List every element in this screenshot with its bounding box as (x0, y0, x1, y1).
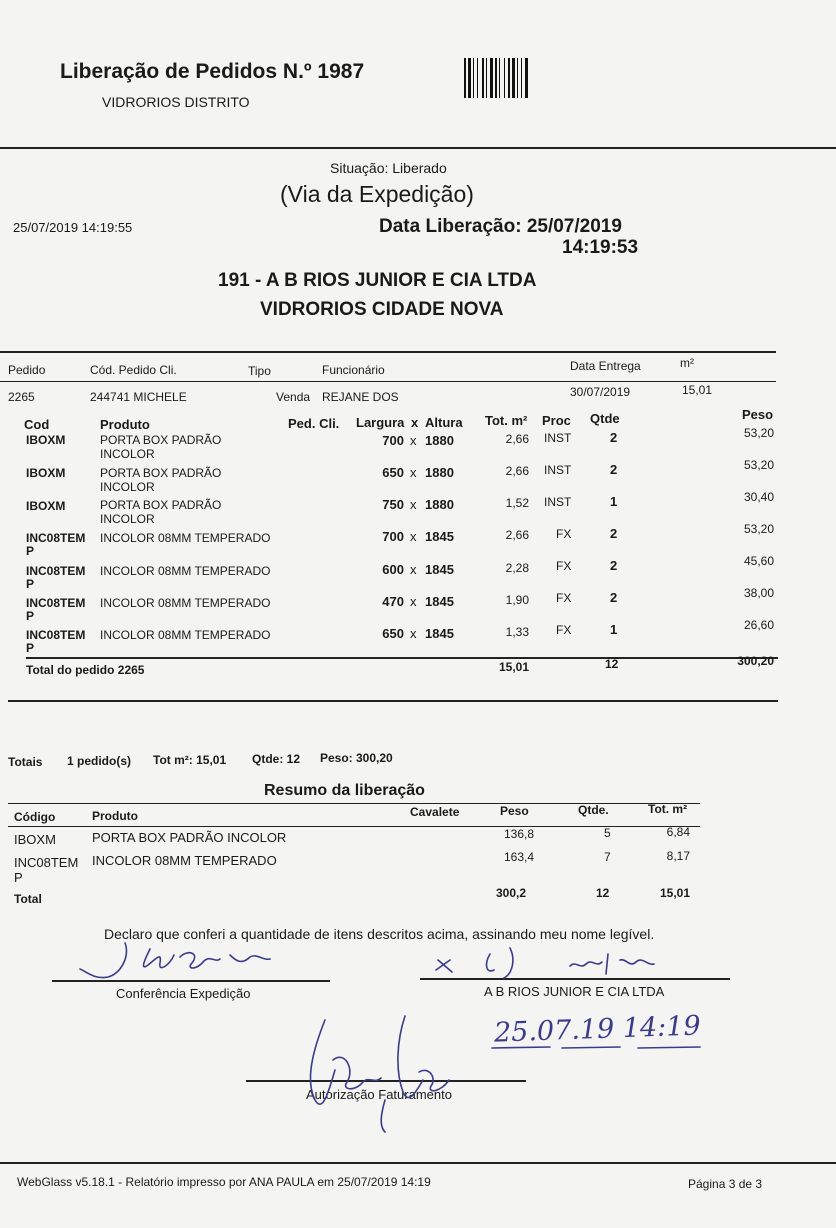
row-produto-cont: INCOLOR (100, 447, 155, 461)
row-largura: 750 (382, 497, 404, 512)
row-cod-cont: P (26, 641, 35, 655)
declaration-text: Declaro que conferi a quantidade de itens descritos acima, assinando meu nome legível. (104, 926, 655, 942)
row-proc: FX (556, 527, 572, 541)
header-divider (0, 147, 836, 149)
row-tot: 2,66 (505, 464, 529, 478)
row-cod: IBOXM (26, 466, 66, 480)
client-label: A B RIOS JUNIOR E CIA LTDA (484, 984, 665, 999)
row-cod: INC08TEM (26, 564, 86, 578)
row-proc: FX (556, 591, 572, 605)
data-entrega-value: 30/07/2019 (570, 385, 631, 399)
row-cod: INC08TEM (26, 531, 86, 545)
totals-peso: Peso: 300,20 (320, 751, 393, 765)
row-altura: 1880 (425, 465, 454, 480)
col-tot-m2: Tot. m² (485, 413, 528, 428)
release-date: Data Liberação: 25/07/2019 (379, 216, 622, 237)
row-x: x (410, 433, 417, 448)
col-produto: Produto (100, 417, 150, 432)
row-cod-cont: P (26, 577, 35, 591)
row-produto: INCOLOR 08MM TEMPERADO (100, 628, 271, 642)
row-peso: 26,60 (743, 618, 774, 632)
summary-divider-mid (8, 826, 700, 827)
conference-signature (70, 935, 290, 990)
row-cod: IBOXM (26, 499, 66, 513)
m2-value: 15,01 (682, 383, 713, 397)
row-qtde: 2 (610, 558, 618, 573)
m2-label: m² (680, 356, 694, 370)
row-qtde: 2 (610, 590, 618, 605)
row-cod: INC08TEM (26, 628, 86, 642)
totals-m2: Tot m²: 15,01 (153, 753, 227, 767)
row-largura: 650 (382, 465, 404, 480)
row-proc: FX (556, 559, 572, 573)
tipo-value: Venda (276, 390, 311, 404)
client-name: 191 - A B RIOS JUNIOR E CIA LTDA (218, 270, 537, 291)
row-altura: 1880 (425, 433, 454, 448)
order-total-qtde: 12 (605, 657, 619, 671)
row-peso: 53,20 (743, 458, 774, 472)
conf-label: Conferência Expedição (116, 986, 251, 1001)
row-produto: INCOLOR 08MM TEMPERADO (100, 596, 271, 610)
col-altura: Altura (425, 415, 463, 430)
sum-col-peso: Peso (500, 804, 529, 818)
pedido-value: 2265 (8, 390, 35, 404)
funcionario-label: Funcionário (322, 363, 385, 377)
printed-datetime: 25/07/2019 14:19:55 (13, 220, 133, 235)
row-produto: INCOLOR 08MM TEMPERADO (100, 531, 271, 545)
row-x: x (410, 465, 417, 480)
sum-row-codigo-cont: P (14, 870, 23, 885)
footer-text: WebGlass v5.18.1 - Relatório impresso por ANA PAULA em 25/07/2019 14:19 (17, 1175, 431, 1189)
row-peso: 53,20 (743, 426, 774, 440)
row-proc: FX (556, 623, 572, 637)
col-cod: Cod (24, 417, 50, 432)
row-tot: 1,52 (505, 496, 529, 510)
row-altura: 1845 (425, 529, 454, 544)
section-divider (8, 700, 778, 702)
tipo-label: Tipo (248, 364, 271, 378)
sum-row-tot-m2: 8,17 (666, 849, 690, 863)
col-x: x (411, 415, 419, 430)
sum-col-tot-m2: Tot. m² (648, 802, 688, 816)
data-entrega-label: Data Entrega (570, 359, 641, 373)
sum-col-cavalete: Cavalete (410, 805, 460, 819)
row-cod-cont: P (26, 544, 35, 558)
sum-total-peso: 300,2 (495, 886, 526, 900)
row-peso: 45,60 (743, 554, 774, 568)
row-largura: 700 (382, 529, 404, 544)
row-peso: 30,40 (743, 490, 774, 504)
summary-title: Resumo da liberação (264, 782, 425, 799)
sum-row-produto: INCOLOR 08MM TEMPERADO (92, 853, 277, 868)
row-produto: PORTA BOX PADRÃO (100, 433, 222, 447)
row-peso: 38,00 (743, 586, 774, 600)
footer-divider (0, 1162, 836, 1164)
sum-row-produto: PORTA BOX PADRÃO INCOLOR (92, 830, 287, 845)
row-tot: 2,66 (505, 528, 529, 542)
handwritten-date: 25.07.19 14:19 (493, 1010, 702, 1049)
row-x: x (410, 497, 417, 512)
release-time: 14:19:53 (562, 237, 639, 258)
pedido-label: Pedido (8, 363, 46, 377)
cod-cli-value: 244741 MICHELE (90, 390, 187, 404)
row-peso: 53,20 (743, 522, 774, 536)
auth-label: Autorização Faturamento (306, 1087, 452, 1102)
col-largura: Largura (356, 415, 405, 430)
order-divider-top (0, 351, 776, 353)
row-tot: 1,33 (505, 625, 529, 639)
row-tot: 2,66 (505, 432, 529, 446)
sum-row-tot-m2: 6,84 (666, 825, 690, 839)
col-proc: Proc (542, 413, 571, 428)
row-proc: INST (544, 463, 572, 477)
row-qtde: 2 (610, 462, 618, 477)
sum-row-qtde: 7 (604, 850, 611, 864)
col-peso: Peso (742, 407, 774, 422)
row-largura: 470 (382, 594, 404, 609)
funcionario-value: REJANE DOS (322, 390, 399, 404)
client-signature (430, 940, 680, 985)
row-proc: INST (544, 495, 572, 509)
row-qtde: 1 (610, 622, 618, 637)
row-produto: INCOLOR 08MM TEMPERADO (100, 564, 271, 578)
row-proc: INST (544, 431, 572, 445)
row-largura: 600 (382, 562, 404, 577)
sum-total-qtde: 12 (596, 886, 610, 900)
row-tot: 1,90 (505, 593, 529, 607)
sum-col-codigo: Código (14, 810, 56, 824)
row-cod-cont: P (26, 609, 35, 623)
row-produto: PORTA BOX PADRÃO (100, 498, 222, 512)
row-x: x (410, 562, 417, 577)
sum-total-tot-m2: 15,01 (659, 886, 690, 900)
client-store: VIDRORIOS CIDADE NOVA (260, 299, 504, 320)
sum-col-produto: Produto (92, 809, 138, 823)
order-divider-mid (0, 381, 776, 382)
sum-row-codigo: IBOXM (14, 832, 56, 847)
totals-qtde: Qtde: 12 (252, 752, 301, 766)
sum-total-label: Total (14, 892, 42, 906)
sum-col-qtde: Qtde. (578, 803, 609, 817)
row-largura: 700 (382, 433, 404, 448)
sum-row-codigo: INC08TEM (14, 855, 79, 870)
cod-cli-label: Cód. Pedido Cli. (90, 363, 177, 377)
report-title: Liberação de Pedidos N.º 1987 (60, 60, 365, 83)
row-x: x (410, 594, 417, 609)
company-name: VIDRORIOS DISTRITO (102, 94, 250, 110)
row-x: x (410, 529, 417, 544)
barcode (464, 58, 564, 98)
situation-label: Situação: Liberado (330, 160, 447, 176)
via-label: (Via da Expedição) (280, 181, 474, 207)
page-number: Página 3 de 3 (688, 1177, 763, 1191)
row-produto-cont: INCOLOR (100, 512, 155, 526)
col-ped-cli: Ped. Cli. (288, 416, 340, 431)
row-altura: 1880 (425, 497, 454, 512)
row-altura: 1845 (425, 562, 454, 577)
row-qtde: 2 (610, 526, 618, 541)
totals-label: Totais (8, 755, 43, 769)
row-tot: 2,28 (505, 561, 529, 575)
order-total-label: Total do pedido 2265 (26, 663, 145, 677)
row-qtde: 1 (610, 494, 618, 509)
handwritten-date-underline (490, 1044, 710, 1052)
row-produto: PORTA BOX PADRÃO (100, 466, 222, 480)
row-qtde: 2 (610, 430, 618, 445)
col-qtde: Qtde (590, 411, 620, 426)
sum-row-peso: 136,8 (503, 827, 534, 841)
sum-row-qtde: 5 (604, 826, 611, 840)
row-altura: 1845 (425, 626, 454, 641)
authorization-signature (285, 1010, 460, 1135)
totals-pedidos: 1 pedido(s) (67, 754, 132, 768)
order-total-peso: 300,20 (737, 654, 774, 668)
row-produto-cont: INCOLOR (100, 480, 155, 494)
row-largura: 650 (382, 626, 404, 641)
row-altura: 1845 (425, 594, 454, 609)
sum-row-peso: 163,4 (503, 850, 534, 864)
total-divider (26, 657, 778, 659)
row-cod: IBOXM (26, 433, 66, 447)
order-total-m2: 15,01 (498, 660, 529, 674)
row-x: x (410, 626, 417, 641)
row-cod: INC08TEM (26, 596, 86, 610)
